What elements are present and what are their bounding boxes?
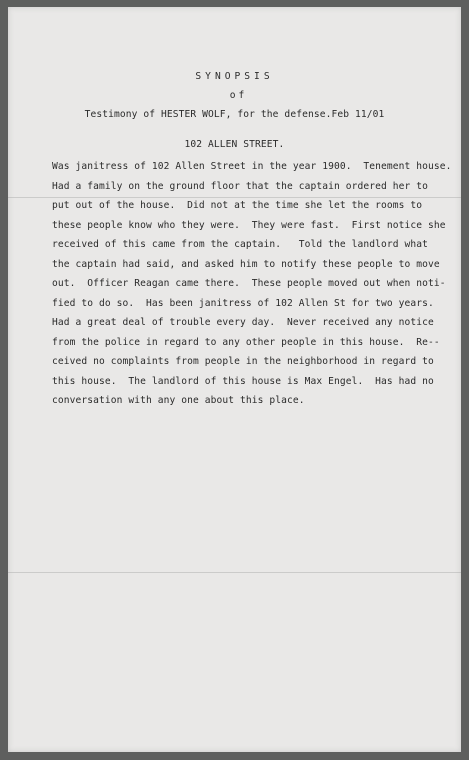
body-line: ceived no complaints from people in the neighborhood in regard to [52,356,434,367]
body-line: Was janitress of 102 Allen Street in the year 1900. Tenement house. [52,161,452,172]
body-line: this house. The landlord of this house is Max Engel. Has had no [52,375,434,387]
document-of-label: of [229,90,248,101]
body-line: put out of the house. Did not at the time she let the rooms to [52,200,423,211]
body-line: Had a family on the ground floor that the captain ordered her to [52,180,429,192]
body-line: received of this came from the captain. Told the landlord what [52,239,429,250]
body-line: the captain had said, and asked him to notify these people to move [52,258,440,270]
body-line: from the police in regard to any other people in this house. Re-- [52,336,440,348]
body-line: out. Officer Reagan came there. These people moved out when noti- [52,278,446,289]
testimony-body [52,157,457,411]
document-subtitle: Testimony of HESTER WOLF, for the defense.Feb 11/01 [84,109,385,120]
body-line: these people know who they were. They were fast. First notice she [52,219,446,231]
body-line: Had a great deal of trouble every day. Never received any notice [52,317,434,328]
body-line: fied to do so. Has been janitress of 102 Allen St for two years. [52,297,434,309]
document-title: SYNOPSIS [195,71,274,82]
page-fold-line [8,572,461,573]
body-line: conversation with any one about this place. [52,395,305,406]
document-page [8,7,461,752]
section-heading: 102 ALLEN STREET. [184,139,285,150]
